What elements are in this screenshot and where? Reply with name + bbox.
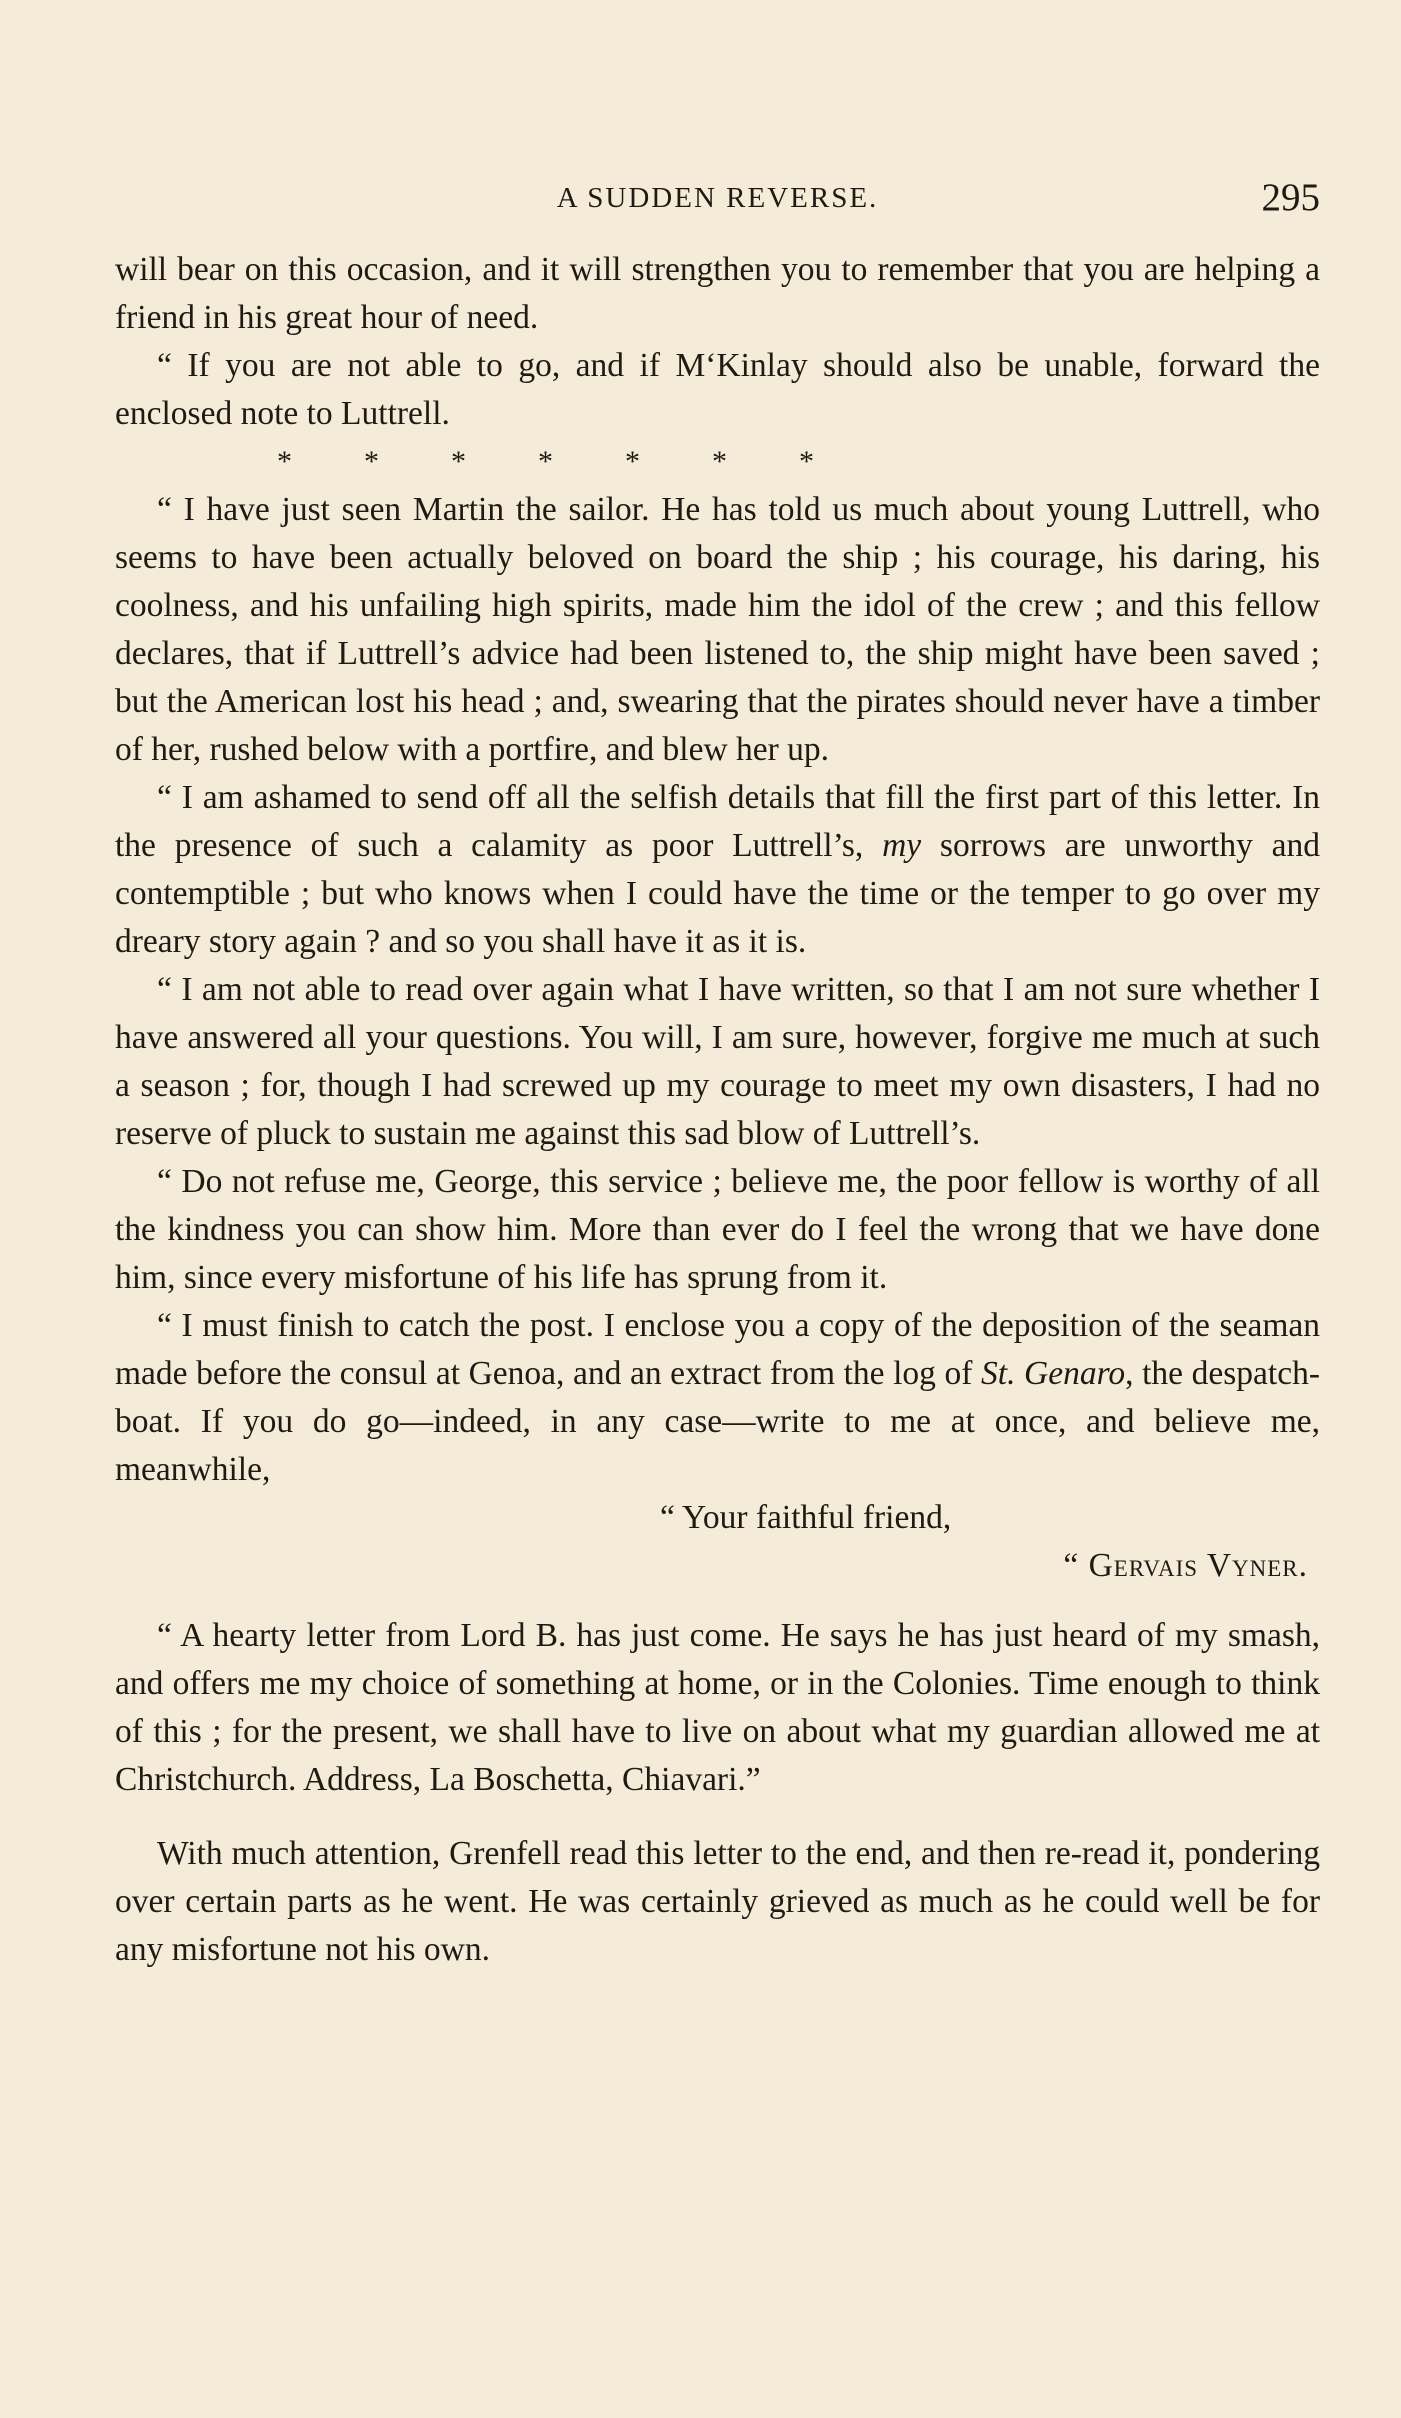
paragraph-7 [115, 1302, 1320, 1494]
paragraph-7-text-b: , the despatch-boat. If you do go—indeed, in any case—write to me at once, and believe me, meanwhile, [115, 1355, 1320, 1488]
paragraph-5: “ I am not able to read over again what I have written, so that I am not sure whether I have answered all your questions. You will, I am sure, however, forgive me much at such a season ; for, though I had screwed up my courage to meet my own disasters, I had no reserve of pluck to sustain me against this sad blow of Luttrell’s. [115, 971, 1320, 1152]
page-header [115, 168, 1320, 228]
letter-closing: “ Your faithful friend, [660, 1499, 952, 1536]
paragraph-7-text-a: “ I must finish to catch the post. I enclose you a copy of the deposition of the seaman made before the consul at Genoa, and an extract from the log of [115, 1307, 1320, 1392]
spacer [115, 1590, 1320, 1612]
paragraph-4-text-a: “ I am ashamed to send off all the selfish details that fill the first part of this letter. In the presence of such a calamity as poor Luttrell’s, [115, 779, 1320, 864]
asterisk: * [712, 445, 727, 478]
asterisk: * [451, 445, 466, 478]
paragraph-8: “ A hearty letter from Lord B. has just come. He says he has just heard of my smash, and offers me my choice of something at home, or in the Colonies. Time enough to think of this ; for the present, we shall have to live on about what my guardian allowed me at Christchurch. Address, La Boschetta, Chiavari.” [115, 1617, 1320, 1798]
paragraph-7-emphasis: St. Genaro [981, 1355, 1126, 1392]
page-number: 295 [1261, 176, 1320, 219]
spacer [115, 1804, 1320, 1830]
running-title: A SUDDEN REVERSE. [556, 182, 879, 214]
paragraph-4-emphasis: my [882, 827, 922, 864]
paragraph-2: “ If you are not able to go, and if M‘Kinlay should also be unable, forward the enclosed note to Luttrell. [115, 347, 1320, 432]
section-break-asterisks [115, 438, 1320, 486]
paragraph-1: will bear on this occasion, and it will strengthen you to remember that you are helping a friend in his great hour of need. [115, 251, 1320, 336]
asterisk: * [277, 445, 292, 478]
letter-signature: “ Gervais Vyner. [1063, 1547, 1308, 1584]
paragraph-4-text-b: sorrows are unworthy and contemptible ; but who knows when I could have the time or the temper to go over my dreary story again ? and so you shall have it as it is. [115, 827, 1321, 960]
paragraph-4 [115, 774, 1320, 966]
paragraph-3: “ I have just seen Martin the sailor. He has told us much about young Luttrell, who seems to have been actually beloved on board the ship ; his courage, his daring, his coolness, and his unfailing high spirits, made him the idol of the crew ; and this fellow declares, that if Luttrell’s advice had been listened to, the ship might have been saved ; but the American lost his head ; and, swearing that the pirates should never have a timber of her, rushed below with a portfire, and blew her up. [115, 491, 1320, 768]
paragraph-9: With much attention, Grenfell read this letter to the end, and then re-read it, pondering over certain parts as he went. He was certainly grieved as much as he could well be for any misfortune not his own. [115, 1835, 1320, 1968]
asterisk: * [625, 445, 640, 478]
asterisk: * [799, 445, 814, 478]
page-body [115, 246, 1320, 1974]
asterisk: * [364, 445, 379, 478]
paragraph-6: “ Do not refuse me, George, this service ; believe me, the poor fellow is worthy of all the kindness you can show him. More than ever do I feel the wrong that we have done him, since every misfortune of his life has sprung from it. [115, 1163, 1320, 1296]
asterisk: * [538, 445, 553, 478]
